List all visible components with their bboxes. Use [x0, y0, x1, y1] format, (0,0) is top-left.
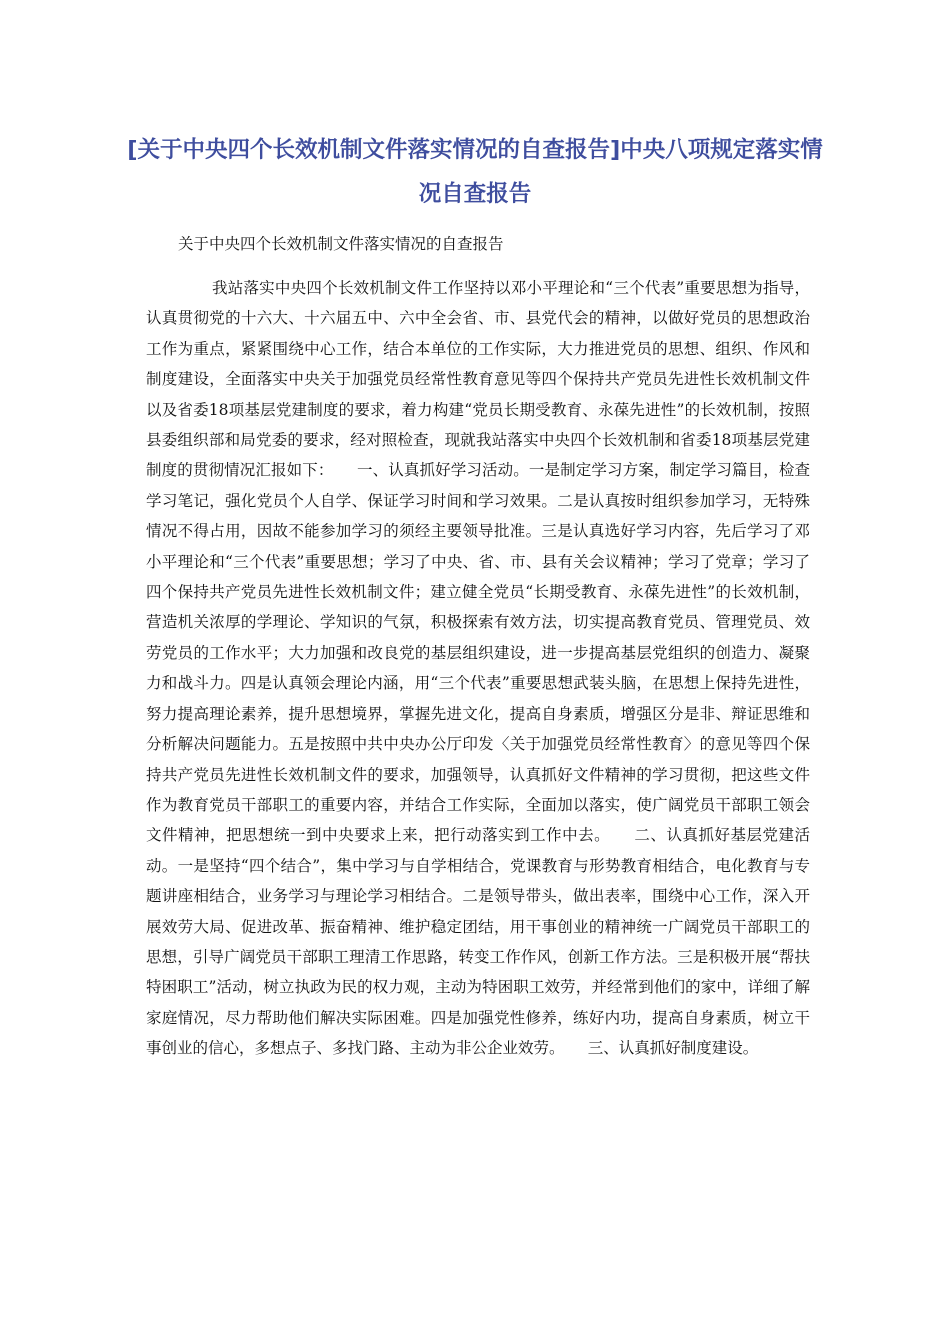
document-title: [关于中央四个长效机制文件落实情况的自查报告]中央八项规定落实情况自查报告	[127, 137, 823, 207]
document-body: 我站落实中央四个长效机制文件工作坚持以邓小平理论和“三个代表”重要思想为指导，认真贯彻党的十六大、十六届五中、六中全会省、市、县党代会的精神，以做好党员的思想政治工作为重点，紧紧围绕中心工作，结合本单位的工作实际，大力推进党员的思想、组织、作风和制度建设，全面落实中央关于加强党员经常性教育意见等四个保持共产党员先进性长效机制文件以及省委18项基层党建制度的要求，着力构建“党员长期受教育、永葆先进性”的长效机制，按照县委组织部和局党委的要求，经对照检查，现就我站落实中央四个长效机制和省委18项基层党建制度的贯彻情况汇报如下： 一、认真抓好学习活动。一是制定学习方案，制定学习篇目，检查学习笔记，强化党员个人自学、保证学习时间和学习效果。二是认真按时组织参加学习，无特殊情况不得占用，因故不能参加学习的须经主要领导批准。三是认真选好学习内容，先后学习了邓小平理论和“三个代表”重要思想；学习了中央、省、市、县有关会议精神；学习了党章；学习了四个保持共产党员先进性长效机制文件；建立健全党员“长期受教育、永葆先进性”的长效机制，营造机关浓厚的学理论、学知识的气氛，积极探索有效方法，切实提高教育党员、管理党员、效劳党员的工作水平；大力加强和改良党的基层组织建设，进一步提高基层党组织的创造力、凝聚力和战斗力。四是认真领会理论内涵，用“三个代表”重要思想武装头脑，在思想上保持先进性，努力提高理论素养，提升思想境界，掌握先进文化，提高自身素质，增强区分是非、辩证思维和分析解决问题能力。五是按照中共中央办公厅印发〈关于加强党员经常性教育〉的意见等四个保持共产党员先进性长效机制文件的要求，加强领导，认真抓好文件精神的学习贯彻，把这些文件作为教育党员干部职工的重要内容，并结合工作实际，全面加以落实，使广阔党员干部职工领会文件精神，把思想统一到中央要求上来，把行动落实到工作中去。 二、认真抓好基层党建活动。一是坚持“四个结合”，集中学习与自学相结合，党课教育与形势教育相结合，电化教育与专题讲座相结合，业务学习与理论学习相结合。二是领导带头，做出表率，围绕中心工作，深入开展效劳大局、促进改革、振奋精神、维护稳定团结，用干事创业的精神统一广阔党员干部职工的思想，引导广阔党员干部职工理清工作思路，转变工作作风，创新工作方法。三是积极开展“帮扶特困职工”活动，树立执政为民的权力观，主动为特困职工效劳，并经常到他们的家中，详细了解家庭情况，尽力帮助他们解决实际困难。四是加强党性修养，练好内功，提高自身素质，树立干事创业的信心，多想点子、多找门路、主动为非公企业效劳。 三、认真抓好制度建设。	[146, 279, 810, 1058]
document-subtitle: 关于中央四个长效机制文件落实情况的自查报告	[178, 235, 504, 253]
